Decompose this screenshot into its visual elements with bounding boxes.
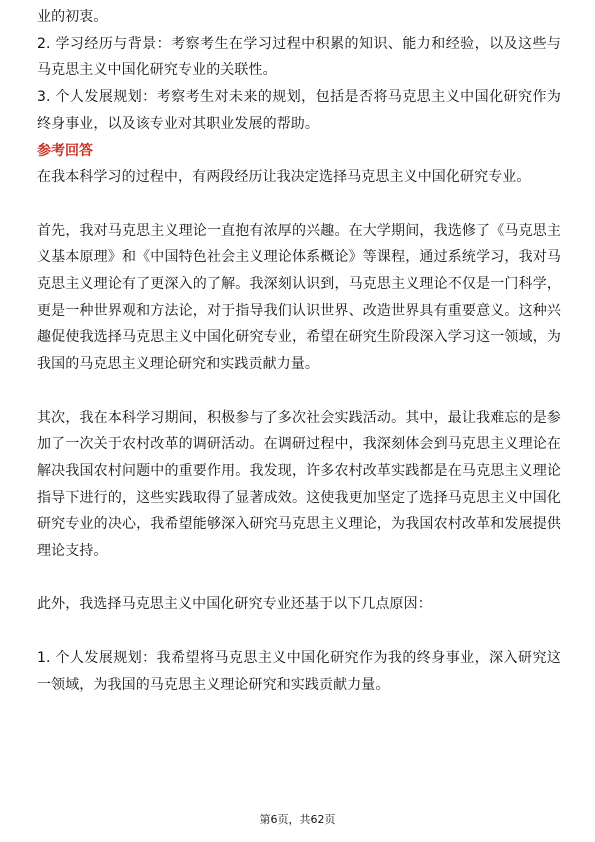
answer-opening: 在我本科学习的过程中，有两段经历让我决定选择马克思主义中国化研究专业。 xyxy=(37,169,531,186)
spacer xyxy=(37,618,561,645)
answer-first-reason: 首先，我对马克思主义理论一直抱有浓厚的兴趣。在大学期间，我选修了《马克思主义基本原理》和《中国特色社会主义理论体系概论》等课程，通过系统学习，我对马克思主义理论有了更深入的了解。我深刻认识到，马克思主义理论不仅是一门科学，更是一种世界观和方法论，对于指导我们认识世界、改造世界具有重要意义。这种兴趣促使我选择马克思主义中国化研究专业，希望在研究生阶段深入学习这一领域，为我国的马克思主义理论研究和实践贡献力量。 xyxy=(37,222,561,373)
reference-answer-heading: 参考回答 xyxy=(37,142,93,159)
criterion-3: 3. 个人发展规划：考察考生对未来的规划，包括是否将马克思主义中国化研究作为终身事业，以及该专业对其职业发展的帮助。 xyxy=(37,89,561,132)
spacer xyxy=(37,378,561,405)
paragraph-intro-tail: 业的初衷。 xyxy=(37,9,108,25)
spacer xyxy=(37,191,561,218)
document-body xyxy=(37,4,561,698)
answer-reason-1: 1. 个人发展规划：我希望将马克思主义中国化研究作为我的终身事业，深入研究这一领域，为我国的马克思主义理论研究和实践贡献力量。 xyxy=(37,649,561,693)
answer-second-reason: 其次，我在本科学习期间，积极参与了多次社会实践活动。其中，最让我难忘的是参加了一次关于农村改革的调研活动。在调研过程中，我深刻体会到马克思主义理论在解决我国农村问题中的重要作用。我发现，许多农村改革实践都是在马克思主义理论指导下进行的，这些实践取得了显著成效。这使我更加坚定了选择马克思主义中国化研究专业的决心，我希望能够深入研究马克思主义理论，为我国农村改革和发展提供理论支持。 xyxy=(37,409,561,560)
answer-additional-reasons-intro: 此外，我选择马克思主义中国化研究专业还基于以下几点原因： xyxy=(37,596,432,613)
page-number: 第6页，共62页 xyxy=(259,813,336,826)
criterion-2: 2. 学习经历与背景：考察考生在学习过程中积累的知识、能力和经验，以及这些与马克思主义中国化研究专业的关联性。 xyxy=(37,35,561,79)
spacer xyxy=(37,565,561,592)
